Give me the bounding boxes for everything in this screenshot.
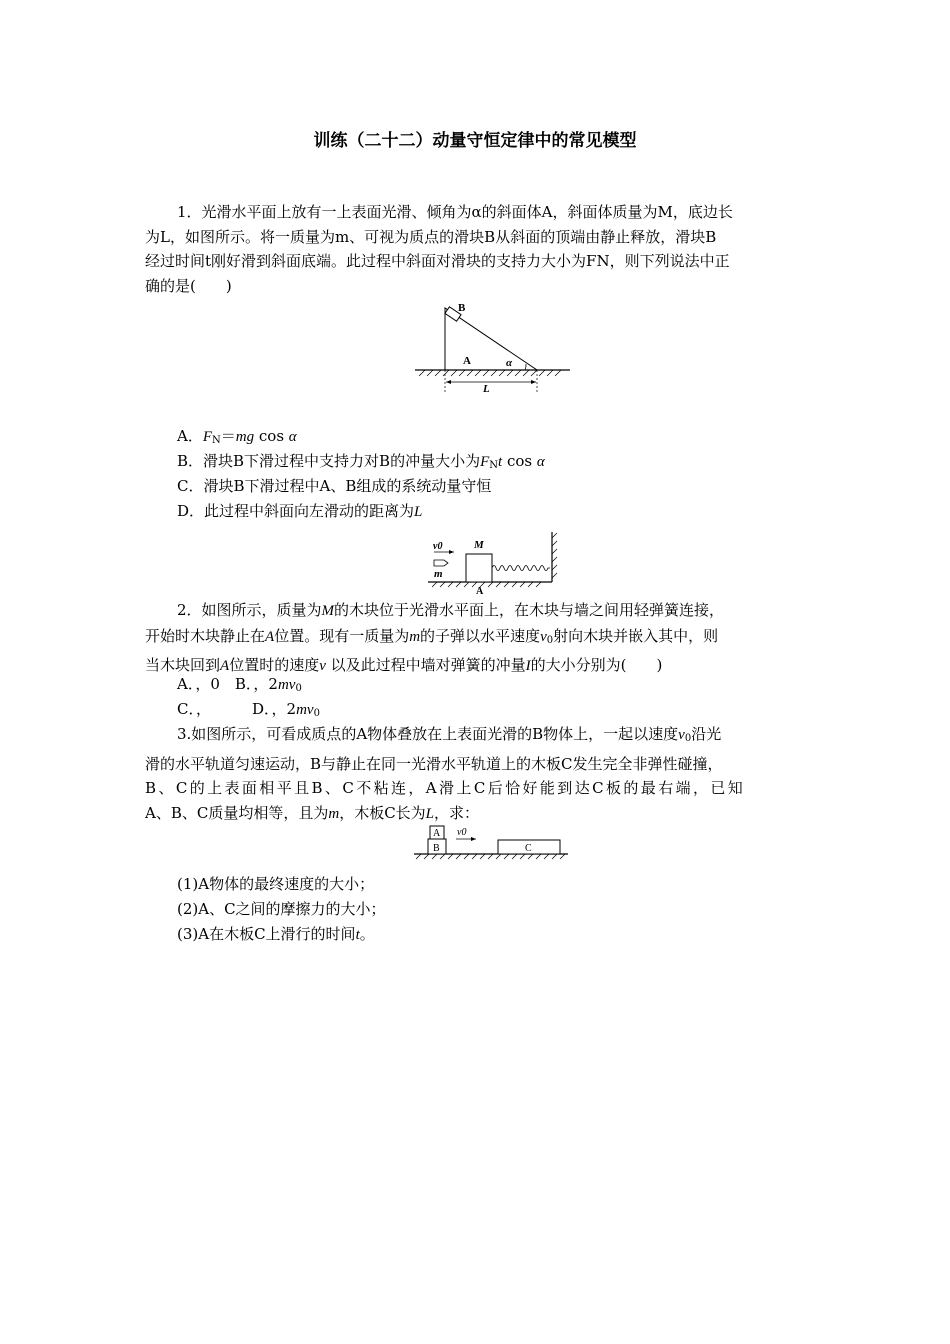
q3-line-3: B、C的上表面相平且B、C不粘连，A滑上C后恰好能到达C板的最右端，已知 [145,779,746,797]
q2-options-row-2: C．， D．，$2mv_0$ [177,700,320,719]
q1-option-c: C．滑块B下滑过程中A、B组成的系统动量守恒 [177,477,492,495]
q1-line-2: 为L，如图所示。将一质量为m、可视为质点的滑块B从斜面的顶端由静止释放，滑块B [145,227,717,246]
board-collision-figure [414,822,570,862]
label-a: A [463,355,471,367]
q3-part-2: (2)A、C之间的摩擦力的大小； [177,900,386,918]
label-l: L [483,383,490,395]
label-block-a: A [433,828,441,839]
q3-line-2: 滑的水平轨道匀速运动，B与静止在同一光滑水平轨道上的木板C发生完全非弹性碰撞， [145,754,723,773]
q1-line-4: 确的是( ) [145,276,232,295]
label-board-c: C [525,843,532,854]
question-1-text [145,200,810,298]
q3-line-4: A、B、C质量均相等，且为m，木板C长为L，求： [145,803,480,822]
label-a-position: A [476,586,484,596]
q2-options-row-1: A．，0 B．，$2mv_0$ [177,675,302,694]
q3-part-1: (1)A物体的最终速度的大小； [177,875,375,893]
label-block-b: B [433,843,440,854]
label-m-big: M [474,539,484,551]
q3-line-1: 3.如图所示，可看成质点的A物体叠放在上表面光滑的B物体上，一起以速度$v_0$沿光 [177,725,722,744]
q2-line-1: 2．如图所示，质量为M的木块位于光滑水平面上，在木块与墙之间用轻弹簧连接， [177,601,725,619]
q1-option-b: B．滑块B下滑过程中支持力对B的冲量大小为$F_Nt$ cos α [177,452,545,471]
question-2-text [145,598,810,679]
label-alpha: α [506,357,513,369]
page-title: 训练（二十二）动量守恒定律中的常见模型 [313,131,637,151]
label-b: B [458,302,466,314]
q1-option-a: A．$F_N=mg$ cos α [177,427,297,446]
q1-option-d: D．此过程中斜面向左滑动的距离为L [177,502,423,520]
label-m-small: m [434,568,443,580]
q3-part-3: (3)A在木板C上滑行的时间t。 [177,925,375,943]
incline-figure [415,298,570,396]
question-3-text [145,722,810,826]
label-v0: v0 [433,541,443,552]
q1-line-1: 1．光滑水平面上放有一上表面光滑、倾角为α的斜面体A，斜面体质量为M，底边长 [177,203,733,221]
q2-line-3: 当木块回到A位置时的速度v 以及此过程中墙对弹簧的冲量I的大小分别为( ) [145,656,663,674]
spring-block-figure [428,530,558,596]
q2-line-2: 开始时木块静止在A位置。现有一质量为m的子弹以水平速度$v_0$射向木块并嵌入其中，则 [145,626,719,646]
q1-line-3: 经过时间t刚好滑到斜面底端。此过程中斜面对滑块的支持力大小为FN，则下列说法中正 [145,252,730,270]
label-v0-speed: v0 [457,827,467,838]
